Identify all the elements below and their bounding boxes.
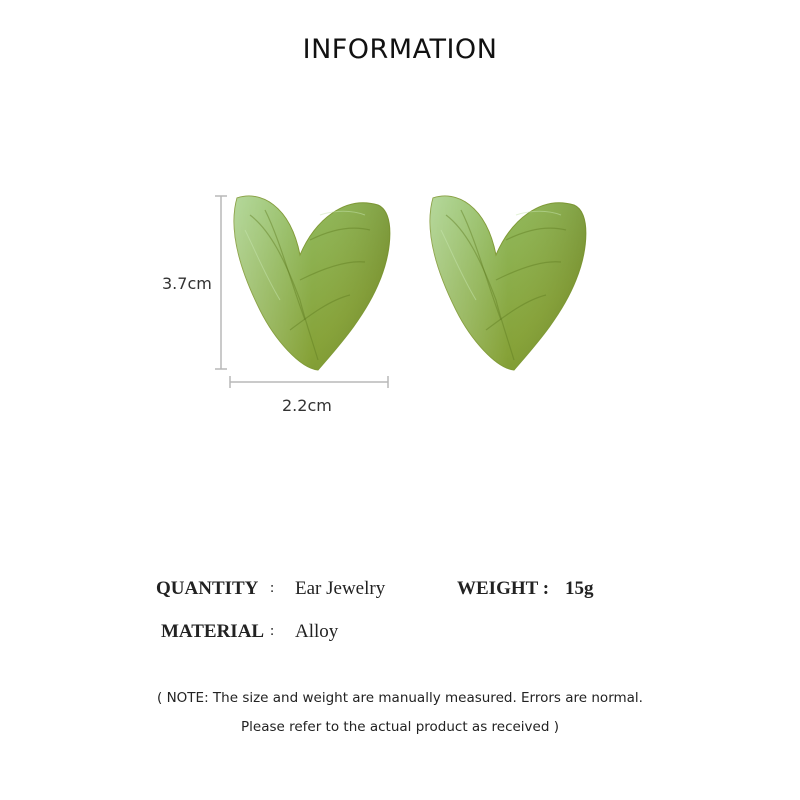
quantity-separator: :: [270, 580, 275, 596]
quantity-key: QUANTITY: [156, 578, 259, 599]
page-title: INFORMATION: [302, 34, 498, 65]
note-line-1: ( NOTE: The size and weight are manually measured. Errors are normal.: [157, 690, 643, 706]
heart-earring-left: [234, 196, 390, 370]
material-value: Alloy: [295, 621, 339, 642]
height-label: 3.7cm: [162, 274, 212, 293]
material-key: MATERIAL: [161, 621, 265, 642]
height-dimension-line: [215, 196, 227, 369]
width-dimension-line: [230, 376, 388, 388]
width-label: 2.2cm: [282, 396, 332, 415]
weight-key: WEIGHT :: [457, 578, 550, 599]
material-separator: :: [270, 623, 275, 639]
heart-earring-right: [430, 196, 586, 370]
weight-value: 15g: [565, 578, 594, 599]
quantity-value: Ear Jewelry: [295, 578, 386, 599]
note-line-2: Please refer to the actual product as received ): [241, 719, 559, 735]
